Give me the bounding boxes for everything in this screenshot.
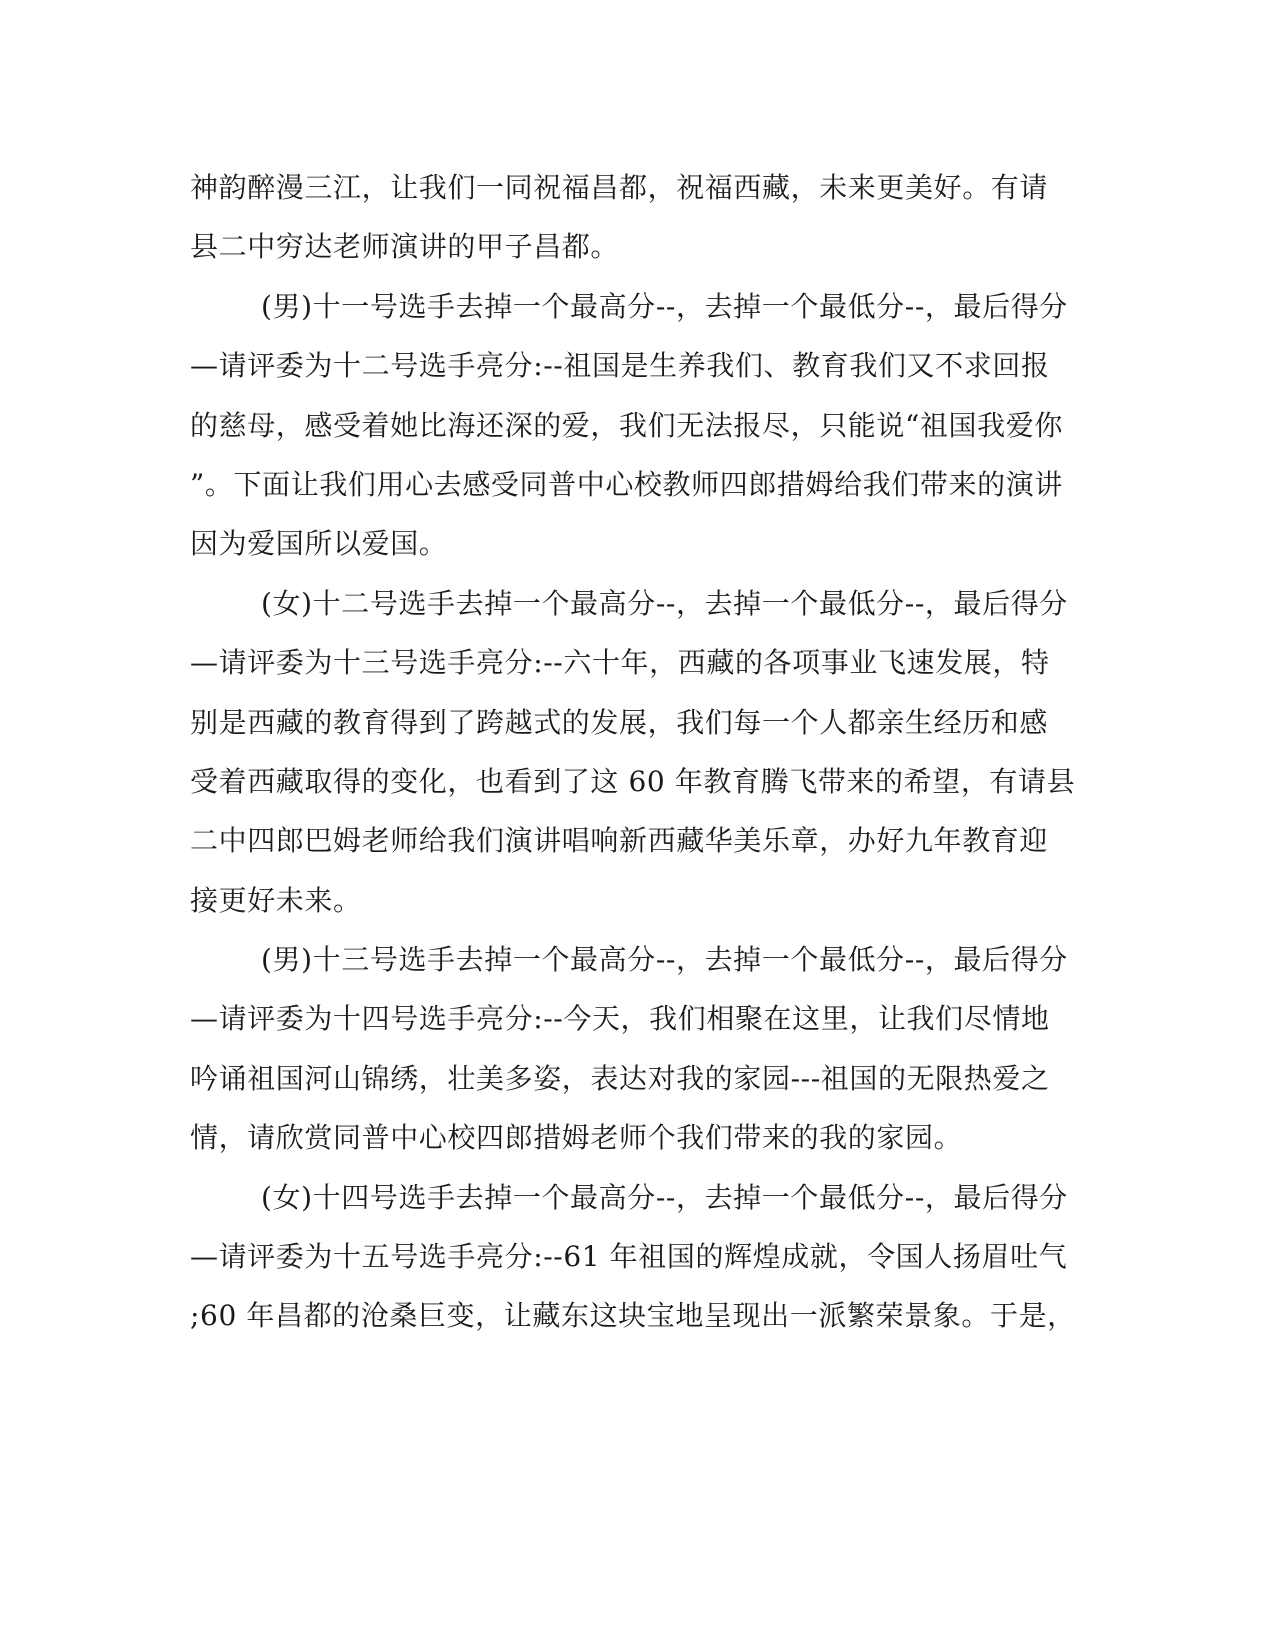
document-body <box>190 158 1076 1346</box>
text-line: 二中四郎巴姆老师给我们演讲唱响新西藏华美乐章，办好九年教育迎 <box>190 824 1049 858</box>
text-line: ”。下面让我们用心去感受同普中心校教师四郎措姆给我们带来的演讲 <box>190 467 1063 501</box>
text-line: 神韵醉漫三江，让我们一同祝福昌都，祝福西藏，未来更美好。有请 <box>190 171 1049 204</box>
text-line: 别是西藏的教育得到了跨越式的发展，我们每一个人都亲生经历和感 <box>190 705 1049 739</box>
text-line: —请评委为十五号选手亮分:--61 年祖国的辉煌成就，令国人扬眉吐气 <box>190 1240 1068 1274</box>
text-line: 吟诵祖国河山锦绣，壮美多姿，表达对我的家园---祖国的无限热爱之 <box>190 1061 1050 1095</box>
text-line: —请评委为十三号选手亮分:--六十年，西藏的各项事业飞速发展，特 <box>190 646 1050 680</box>
text-line: 的慈母，感受着她比海还深的爱，我们无法报尽，只能说“祖国我爱你 <box>190 408 1063 442</box>
paragraph-start-line: (男)十三号选手去掉一个最高分--，去掉一个最低分--，最后得分 <box>261 943 1068 977</box>
paragraph-start-line: (女)十二号选手去掉一个最高分--，去掉一个最低分--，最后得分 <box>261 586 1068 620</box>
text-line: 因为爱国所以爱国。 <box>190 527 448 561</box>
paragraph-start-line: (男)十一号选手去掉一个最高分--，去掉一个最低分--，最后得分 <box>261 289 1068 323</box>
text-line: 接更好未来。 <box>190 883 362 917</box>
text-line: 情，请欣赏同普中心校四郎措姆老师个我们带来的我的家园。 <box>190 1121 963 1155</box>
text-line: —请评委为十二号选手亮分:--祖国是生养我们、教育我们又不求回报 <box>190 349 1050 383</box>
text-line: 县二中穷达老师演讲的甲子昌都。 <box>190 230 620 264</box>
text-line: —请评委为十四号选手亮分:--今天，我们相聚在这里，让我们尽情地 <box>190 1002 1050 1036</box>
text-line: ;60 年昌都的沧桑巨变，让藏东这块宝地呈现出一派繁荣景象。于是， <box>190 1299 1076 1333</box>
text-line: 受着西藏取得的变化，也看到了这 60 年教育腾飞带来的希望，有请县 <box>190 764 1076 798</box>
paragraph-start-line: (女)十四号选手去掉一个最高分--，去掉一个最低分--，最后得分 <box>261 1180 1068 1214</box>
